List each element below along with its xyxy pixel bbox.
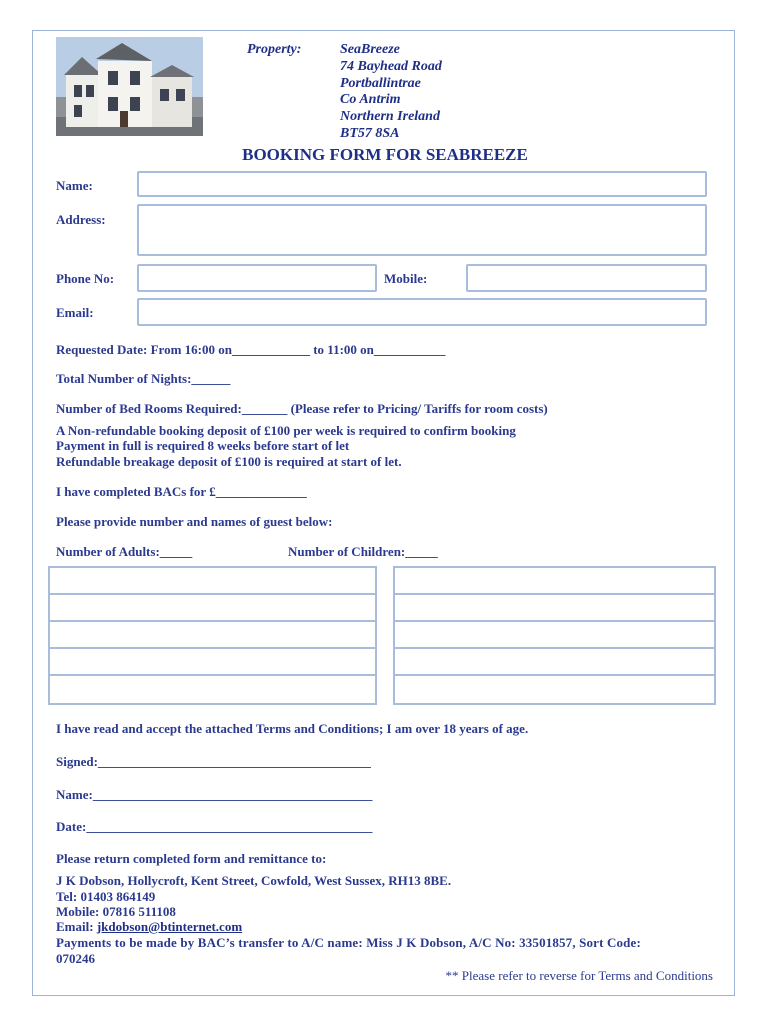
guest-name-field[interactable] (50, 649, 375, 676)
address-line: SeaBreeze (340, 42, 400, 57)
guest-name-field[interactable] (50, 595, 375, 622)
guest-name-field[interactable] (50, 622, 375, 649)
email-link[interactable]: jkdobson@btinternet.com (96, 919, 243, 934)
guest-name-field[interactable] (395, 622, 714, 649)
terms-acceptance: I have read and accept the attached Terms and Conditions; I am over 18 years of age. (56, 721, 529, 736)
adults-line[interactable]: Number of Adults:_____ (56, 544, 193, 559)
email-label: Email: (56, 305, 94, 320)
address-line: 74 Bayhead Road (340, 58, 442, 74)
address-line: Northern Ireland (340, 109, 440, 125)
return-address: J K Dobson, Hollycroft, Kent Street, Cowfold, West Sussex, RH13 8BE. (56, 873, 452, 888)
address-line: BT57 8SA (340, 125, 400, 141)
payment-text: Payment in full is required 8 weeks before start of let (56, 438, 350, 453)
guest-name-field[interactable] (395, 649, 714, 676)
name-label: Name: (56, 178, 93, 193)
bedrooms-line[interactable]: Number of Bed Rooms Required:_______ (Please refer to Pricing/ Tariffs for room costs) (56, 401, 548, 416)
payment-details: Payments to be made by BAC’s transfer to A/C name: Miss J K Dobson, A/C No: 33501857, Sort Code: (56, 935, 641, 950)
address-line: Portballintrae (340, 75, 421, 91)
email-field[interactable] (137, 298, 707, 326)
guest-name-field[interactable] (50, 568, 375, 595)
phone-field[interactable] (137, 264, 377, 292)
property-label: Property: (247, 42, 302, 57)
guest-name-field[interactable] (50, 676, 375, 703)
property-address (340, 42, 442, 143)
form-title: BOOKING FORM FOR SEABREEZE (242, 145, 528, 164)
name-signature-line[interactable]: Name:___________________________________________ (56, 787, 373, 802)
contact-tel: Tel: 01403 864149 (56, 889, 156, 904)
guest-name-field[interactable] (395, 676, 714, 703)
mobile-label: Mobile: (384, 271, 428, 286)
phone-label: Phone No: (56, 271, 115, 286)
property-photo (56, 37, 203, 136)
deposit-text: A Non-refundable booking deposit of £100 per week is required to confirm booking (56, 423, 516, 438)
sort-code: 070246 (56, 951, 95, 966)
guests-prompt: Please provide number and names of guest below: (56, 514, 333, 529)
signed-line[interactable]: Signed:__________________________________________ (56, 754, 371, 769)
contact-mobile: Mobile: 07816 511108 (56, 904, 176, 919)
footer-note: ** Please refer to reverse for Terms and Conditions (445, 968, 713, 983)
nights-line[interactable]: Total Number of Nights:______ (56, 371, 231, 386)
adult-names-grid (48, 566, 377, 705)
breakage-text: Refundable breakage deposit of £100 is required at start of let. (56, 454, 402, 469)
date-line[interactable]: Date:____________________________________________ (56, 819, 373, 834)
address-field[interactable] (137, 204, 707, 256)
guest-name-field[interactable] (395, 568, 714, 595)
children-line[interactable]: Number of Children:_____ (288, 544, 438, 559)
address-line: Co Antrim (340, 92, 401, 108)
guest-name-field[interactable] (395, 595, 714, 622)
address-label: Address: (56, 212, 106, 227)
mobile-field[interactable] (466, 264, 707, 292)
child-names-grid (393, 566, 716, 705)
name-field[interactable] (137, 171, 707, 197)
requested-date-line[interactable]: Requested Date: From 16:00 on____________ to 11:00 on___________ (56, 342, 446, 357)
bacs-line[interactable]: I have completed BACs for £______________ (56, 484, 307, 499)
return-instructions: Please return completed form and remittance to: (56, 851, 327, 866)
email-prefix: Email: (56, 919, 97, 934)
contact-email (56, 919, 242, 935)
